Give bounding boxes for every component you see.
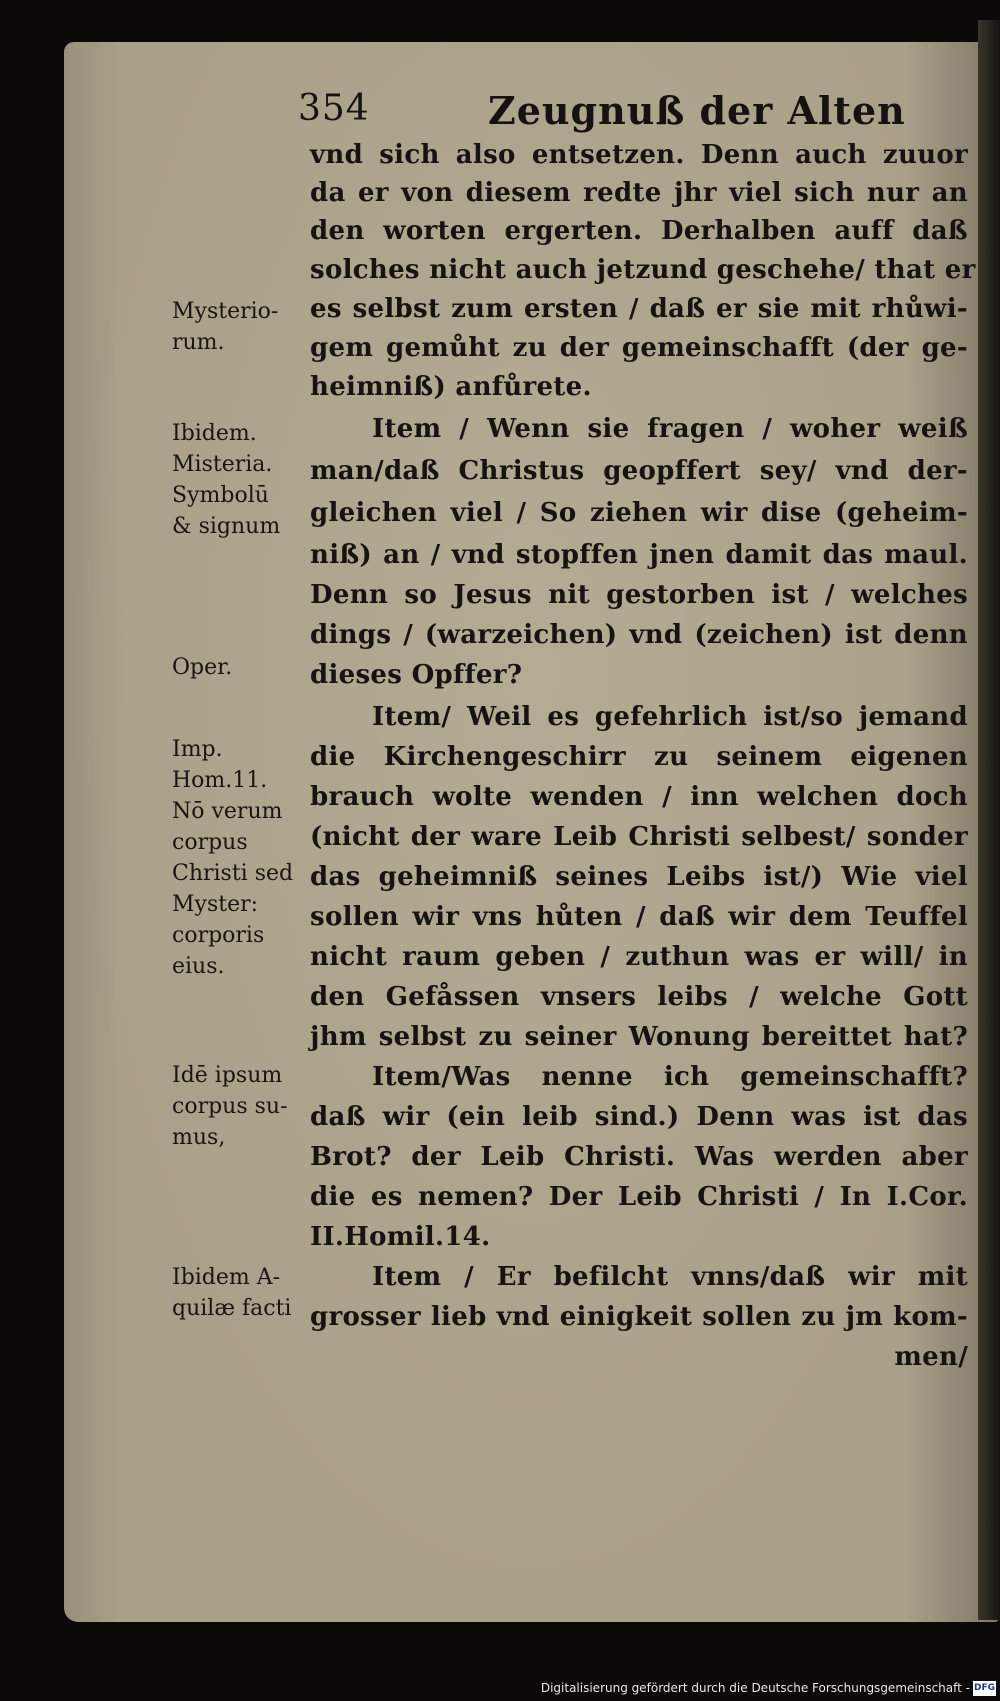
- text-line: vnd sich also entsetzen. Denn auch zuuor: [310, 140, 968, 170]
- margin-note: Imp. Hom.11. Nō verum corpus Christi sed Myster: corporis eius.: [172, 737, 294, 979]
- text-line: II.Homil.14.: [310, 1222, 491, 1252]
- margin-note: Mysterio- rum.: [172, 299, 279, 355]
- dfg-logo-icon: DFG: [973, 1681, 996, 1696]
- text-line: Item/Was nenne ich gemeinschafft?: [372, 1062, 968, 1092]
- text-line: den worten ergerten. Derhalben auff daß: [310, 216, 968, 246]
- text-line: Item / Er befilcht vnns/daß wir mit: [372, 1262, 968, 1292]
- text-line: grosser lieb vnd einigkeit sollen zu jm kom-: [310, 1302, 968, 1332]
- text-line: Item / Wenn sie fragen / woher weiß: [372, 414, 968, 444]
- margin-note: Ibidem A- quilæ facti: [172, 1265, 292, 1321]
- text-line: dieses Opffer?: [310, 660, 523, 690]
- digitization-credit: Digitalisierung gefördert durch die Deutsche Forschungsgemeinschaft -: [540, 1681, 970, 1695]
- page-gutter: [978, 20, 1000, 1620]
- text-line: das geheimniß seines Leibs ist/) Wie viel: [310, 862, 968, 892]
- text-line: brauch wolte wenden / inn welchen doch: [310, 782, 968, 812]
- running-head: Zeugnuß der Alten: [488, 88, 906, 133]
- text-line: gem gemůht zu der gemeinschafft (der ge-: [310, 333, 968, 363]
- page-number: 354: [298, 88, 370, 129]
- text-line: die Kirchengeschirr zu seinem eigenen: [310, 742, 968, 772]
- text-line: daß wir (ein leib sind.) Denn was ist das: [310, 1102, 968, 1132]
- footer-strip: [0, 1673, 1000, 1701]
- text-line: nicht raum geben / zuthun was er will/ in: [310, 942, 968, 972]
- text-line: es selbst zum ersten / daß er sie mit rhůwi-: [310, 294, 968, 324]
- text-line: jhm selbst zu seiner Wonung bereittet hat?: [310, 1022, 968, 1052]
- text-line: (nicht der ware Leib Christi selbest/ sonder: [310, 822, 968, 852]
- text-line: solches nicht auch jetzund geschehe/ that er: [310, 255, 976, 285]
- text-line: niß) an / vnd stopffen jnen damit das maul.: [310, 540, 968, 570]
- text-line: men/: [894, 1342, 968, 1372]
- text-line: dings / (warzeichen) vnd (zeichen) ist denn: [310, 620, 968, 650]
- text-line: Item/ Weil es gefehrlich ist/so jemand: [372, 702, 968, 732]
- text-line: da er von diesem redte jhr viel sich nur an: [310, 178, 968, 208]
- text-line: gleichen viel / So ziehen wir dise (geheim-: [310, 498, 968, 528]
- text-line: sollen wir vns hůten / daß wir dem Teuffel: [310, 902, 968, 932]
- margin-note: Ibidem. Misteria. Symbolū & signum: [172, 421, 281, 539]
- margin-note: Idē ipsum corpus su- mus,: [172, 1063, 288, 1150]
- text-line: die es nemen? Der Leib Christi / In I.Cor.: [310, 1182, 968, 1212]
- text-line: Brot? der Leib Christi. Was werden aber: [310, 1142, 968, 1172]
- text-line: man/daß Christus geopffert sey/ vnd der-: [310, 456, 968, 486]
- text-line: Denn so Jesus nit gestorben ist / welches: [310, 580, 968, 610]
- margin-note: Oper.: [172, 655, 233, 680]
- text-line: heimniß) anfůrete.: [310, 372, 592, 402]
- text-line: den Gefåssen vnsers leibs / welche Gott: [310, 982, 968, 1012]
